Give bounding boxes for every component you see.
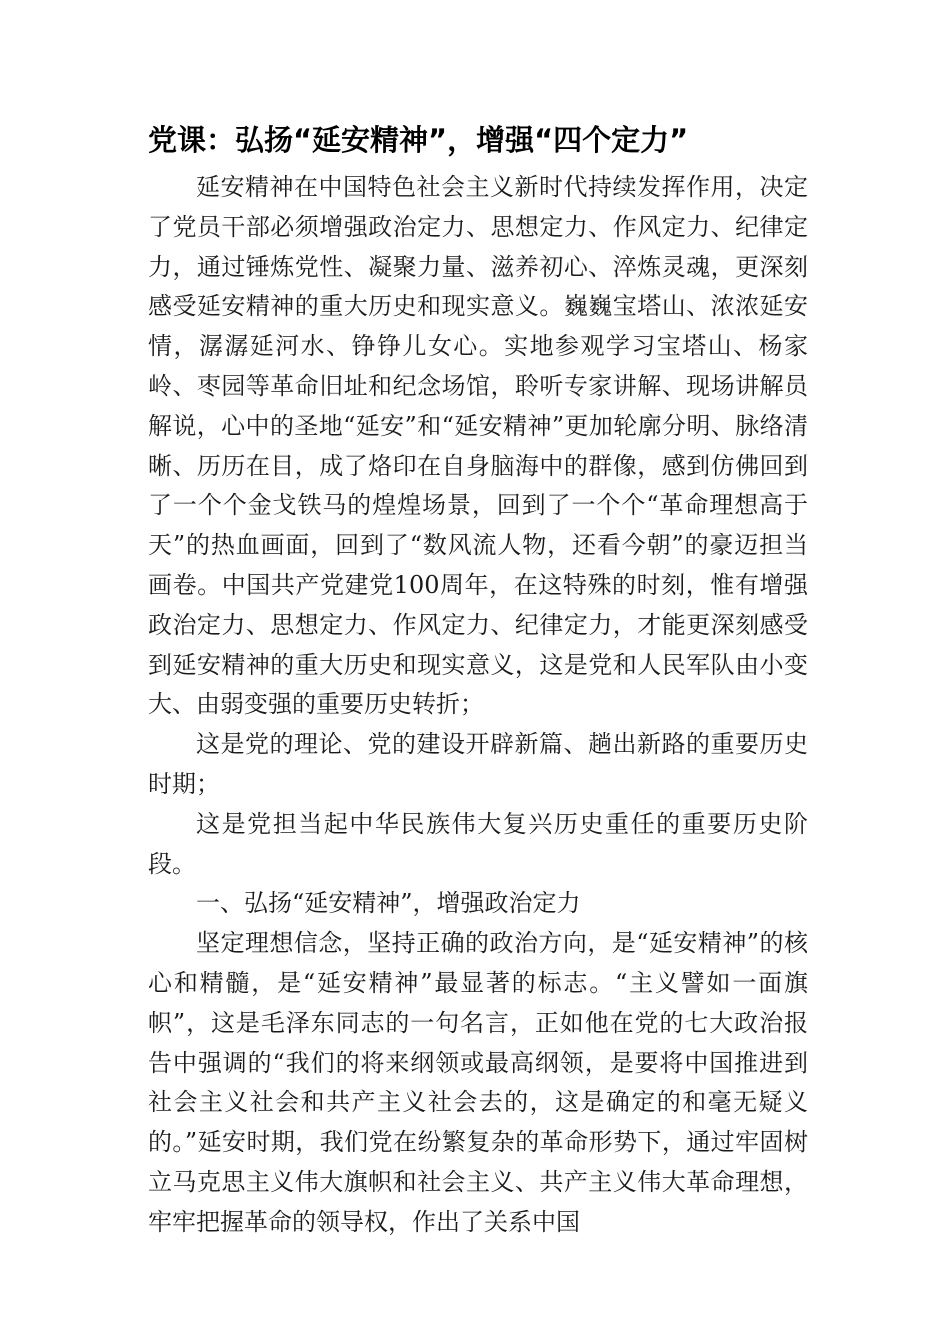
paragraph-rejuvenation-stage: 这是党担当起中华民族伟大复兴历史重任的重要历史阶段。 [148,809,808,878]
document-title: 党课：弘扬“延安精神”，增强“四个定力” [148,123,689,157]
paragraph-ideals-beliefs: 坚定理想信念，坚持正确的政治方向，是“延安精神”的核心和精髓，是“延安精神”最显著的标志。“主义譬如一面旗帜”，这是毛泽东同志的一句名言，正如他在党的七大政治报告中强调的“我们的将来纲领或最高纲领，是要将中国推进到社会主义社会和共产主义社会去的，这是确定的和毫无疑义的。”延安时期，我们党在纷繁复杂的革命形势下，通过牢固树立马克思主义伟大旗帜和社会主义、共产主义伟大革命理想，牢牢把握革命的领导权，作出了关系中国 [148,929,808,1236]
section-heading-political-resolve: 一、弘扬“延安精神”，增强政治定力 [196,889,581,918]
paragraph-theory-period: 这是党的理论、党的建设开辟新篇、趟出新路的重要历史时期； [148,730,808,798]
document-body [148,168,808,1243]
paragraph-intro: 延安精神在中国特色社会主义新时代持续发挥作用，决定了党员干部必须增强政治定力、思想定力、作风定力、纪律定力，通过锤炼党性、凝聚力量、滋养初心、淬炼灵魂，更深刻感受延安精神的重大历史和现实意义。巍巍宝塔山、浓浓延安情，潺潺延河水、铮铮儿女心。实地参观学习宝塔山、杨家岭、枣园等革命旧址和纪念场馆，聆听专家讲解、现场讲解员解说，心中的圣地“延安”和“延安精神”更加轮廓分明、脉络清晰、历历在目，成了烙印在自身脑海中的群像，感到仿佛回到了一个个金戈铁马的煌煌场景，回到了一个个“革命理想高于天”的热血画面，回到了“数风流人物，还看今朝”的豪迈担当画卷。中国共产党建党100周年，在这特殊的时刻，惟有增强政治定力、思想定力、作风定力、纪律定力，才能更深刻感受到延安精神的重大历史和现实意义，这是党和人民军队由小变大、由弱变强的重要历史转折； [148,173,808,719]
